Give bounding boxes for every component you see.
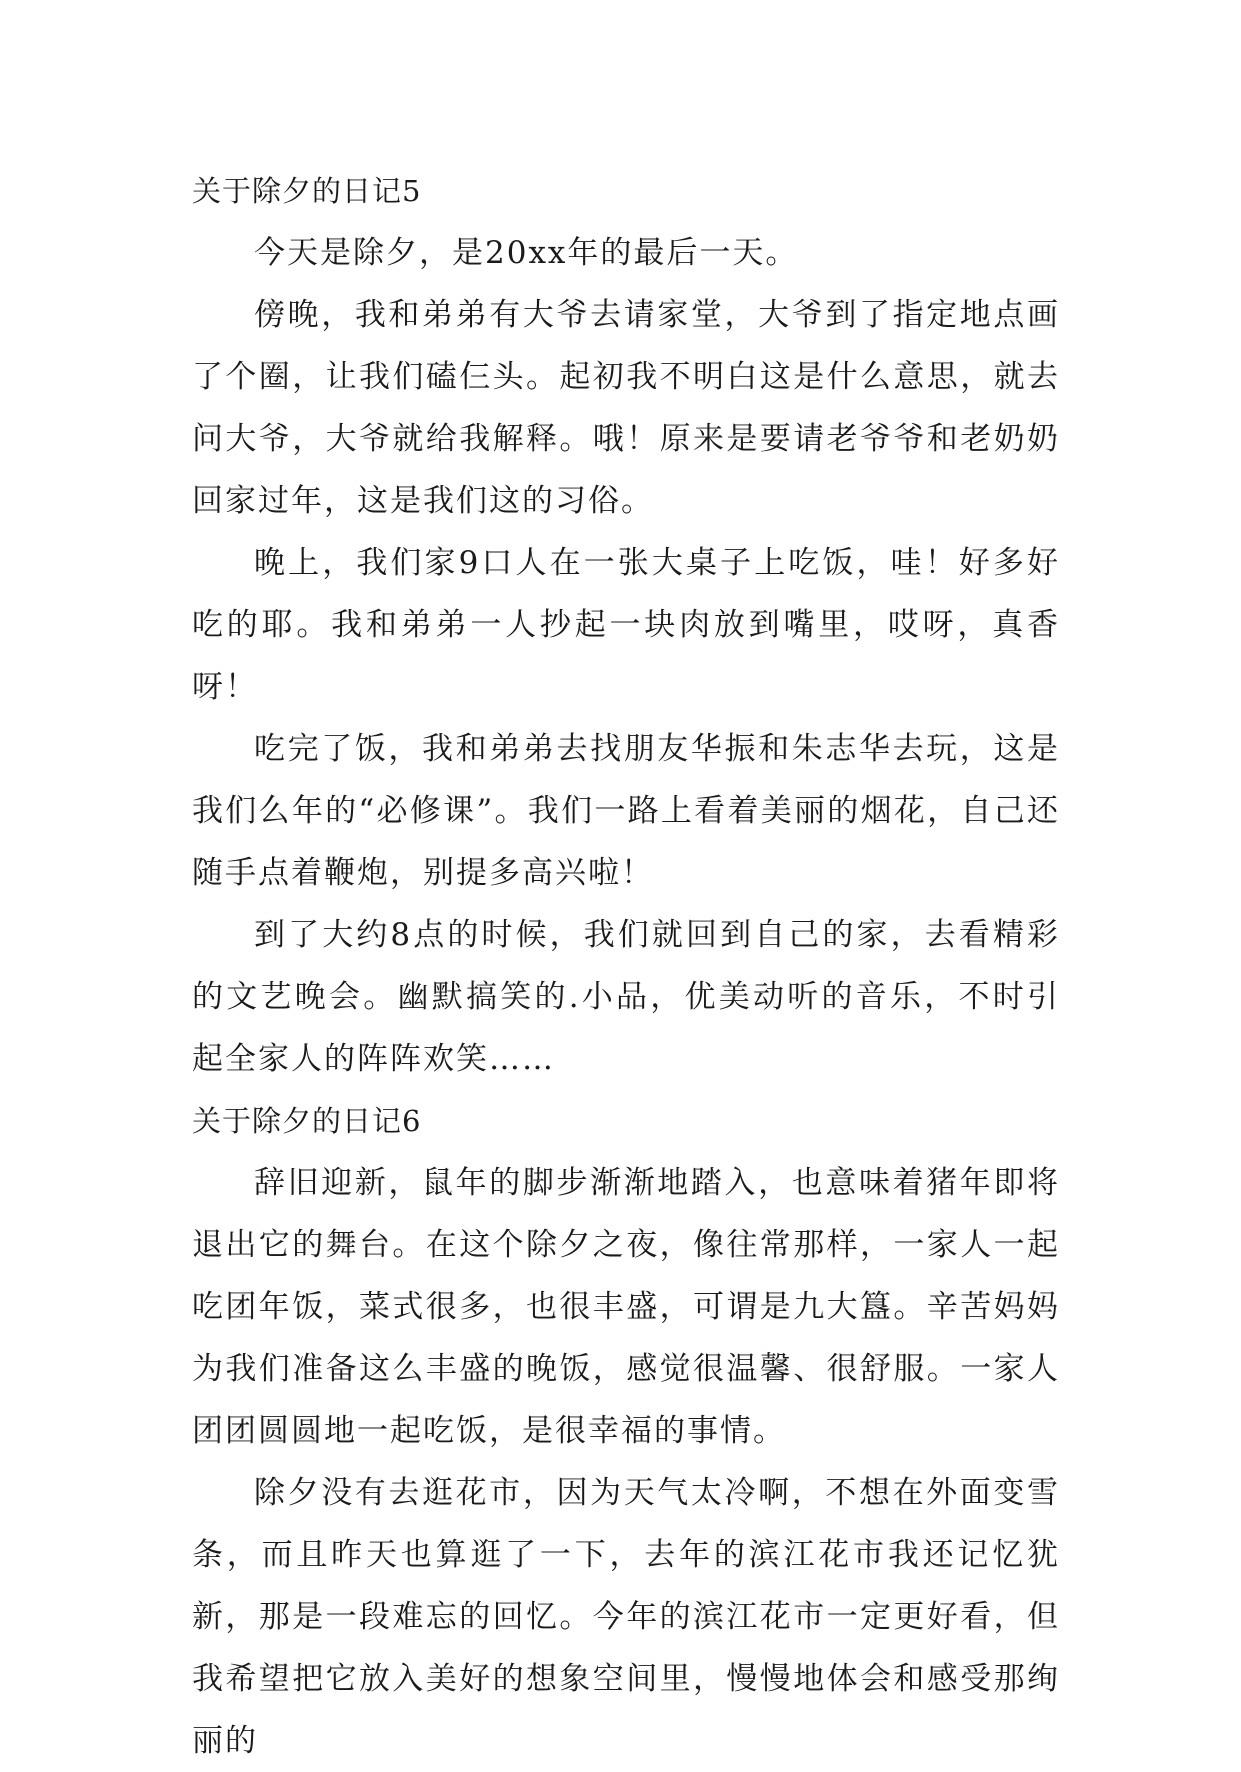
paragraph: 晚上，我们家9口人在一张大桌子上吃饭，哇！好多好吃的耶。我和弟弟一人抄起一块肉放到嘴里，哎呀，真香呀！	[192, 545, 1060, 705]
paragraph: 今天是除夕，是20xx年的最后一天。	[254, 235, 799, 271]
diary-section-6	[192, 1090, 1060, 1772]
document-page	[192, 160, 1060, 1772]
paragraph: 除夕没有去逛花市，因为天气太冷啊，不想在外面变雪条，而且昨天也算逛了一下，去年的滨江花市我还记忆犹新，那是一段难忘的回忆。今年的滨江花市一定更好看，但我希望把它放入美好的想象空间里，慢慢地体会和感受那绚丽的	[192, 1475, 1060, 1759]
section-title: 关于除夕的日记5	[192, 174, 422, 208]
paragraph: 吃完了饭，我和弟弟去找朋友华振和朱志华去玩，这是我们么年的“必修课”。我们一路上看着美丽的烟花，自己还随手点着鞭炮，别提多高兴啦！	[192, 731, 1060, 891]
paragraph: 到了大约8点的时候，我们就回到自己的家，去看精彩的文艺晚会。幽默搞笑的.小品，优美动听的音乐，不时引起全家人的阵阵欢笑……	[192, 917, 1060, 1077]
paragraph: 辞旧迎新，鼠年的脚步渐渐地踏入，也意味着猪年即将退出它的舞台。在这个除夕之夜，像往常那样，一家人一起吃团年饭，菜式很多，也很丰盛，可谓是九大簋。辛苦妈妈为我们准备这么丰盛的晚饭，感觉很温馨、很舒服。一家人团团圆圆地一起吃饭，是很幸福的事情。	[192, 1165, 1060, 1449]
paragraph: 傍晚，我和弟弟有大爷去请家堂，大爷到了指定地点画了个圈，让我们磕仨头。起初我不明白这是什么意思，就去问大爷，大爷就给我解释。哦！原来是要请老爷爷和老奶奶回家过年，这是我们这的习俗。	[192, 297, 1060, 519]
section-title: 关于除夕的日记6	[192, 1104, 422, 1138]
diary-section-5	[192, 160, 1060, 1090]
